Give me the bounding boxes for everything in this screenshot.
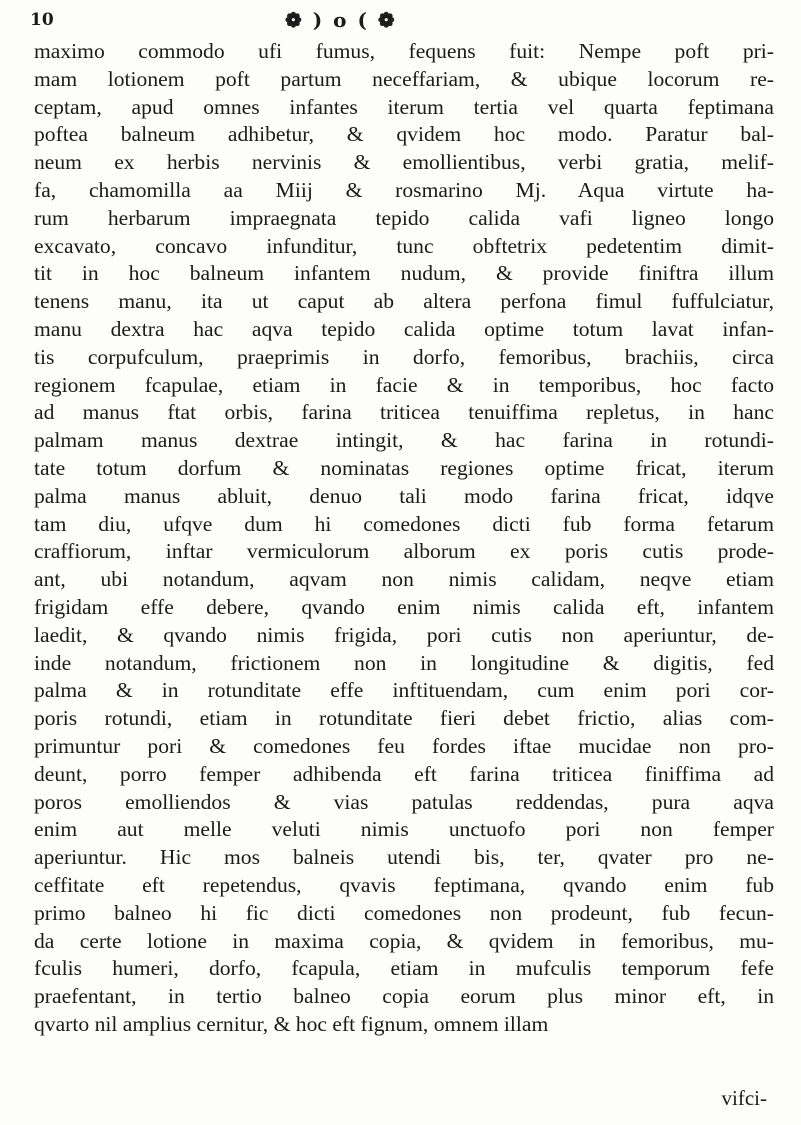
text-line: primuntur pori & comedones feu fordes iftae mucidae non pro-: [34, 733, 774, 758]
text-line: craffiorum, inftar vermiculorum alborum ex poris cutis prode-: [34, 539, 774, 564]
text-line: qvarto nil amplius cernitur, & hoc eft fignum, omnem illam: [34, 1011, 549, 1036]
text-line: maximo commodo ufi fumus, fequens fuit: Nempe poft pri-: [34, 39, 774, 63]
text-line: mam lotionem poft partum neceffariam, & ubique locorum re-: [34, 66, 774, 91]
text-line: laedit, & qvando nimis frigida, pori cutis non aperiuntur, de-: [34, 622, 774, 647]
text-line: regionem fcapulae, etiam in facie & in temporibus, hoc facto: [34, 372, 774, 397]
text-line: ceptam, apud omnes infantes iterum tertia vel quarta feptimana: [34, 94, 774, 119]
text-line: enim aut melle veluti nimis unctuofo pori non femper: [34, 817, 774, 842]
text-line: palmam manus dextrae intingit, & hac farina in rotundi-: [34, 428, 774, 453]
text-line: fa, chamomilla aa Miij & rosmarino Mj. Aqua virtute ha-: [34, 177, 774, 202]
text-line: praefentant, in tertio balneo copia eorum plus minor eft, in: [34, 984, 774, 1009]
text-line: ceffitate eft repetendus, qvavis feptimana, qvando enim fub: [34, 872, 774, 897]
text-line: tis corpufculum, praeprimis in dorfo, femoribus, brachiis, circa: [34, 344, 774, 369]
text-line: tate totum dorfum & nominatas regiones optime fricat, iterum: [34, 455, 774, 480]
body-text: [34, 38, 774, 1039]
text-line: primo balneo hi fic dicti comedones non prodeunt, fub fecun-: [34, 900, 774, 925]
text-line: ad manus ftat orbis, farina triticea tenuiffima repletus, in hanc: [34, 400, 774, 425]
page-number: 10: [30, 10, 54, 30]
text-line: excavato, concavo infunditur, tunc obftetrix pedetentim dimit-: [34, 233, 774, 258]
text-line: aperiuntur. Hic mos balneis utendi bis, ter, qvater pro ne-: [34, 845, 774, 870]
text-line: rum herbarum impraegnata tepido calida vafi ligneo longo: [34, 205, 774, 230]
text-line: manu dextra hac aqva tepido calida optime totum lavat infan-: [34, 316, 774, 341]
text-line: tam diu, ufqve dum hi comedones dicti fub forma fetarum: [34, 511, 774, 536]
page-header: [0, 8, 801, 32]
text-line: poftea balneum adhibetur, & qvidem hoc modo. Paratur bal-: [34, 122, 774, 147]
text-line: tenens manu, ita ut caput ab altera perfona fimul fuffulciatur,: [34, 289, 774, 314]
text-line: palma & in rotunditate effe inftituendam, cum enim pori cor-: [34, 678, 774, 703]
text-line: deunt, porro femper adhibenda eft farina triticea finiffima ad: [34, 761, 774, 786]
text-line: inde notandum, frictionem non in longitudine & digitis, fed: [34, 650, 774, 675]
catchword: vifci-: [721, 1086, 767, 1110]
text-line: fculis humeri, dorfo, fcapula, etiam in mufculis temporum fefe: [34, 956, 774, 981]
text-line: palma manus abluit, denuo tali modo farina fricat, idqve: [34, 483, 774, 508]
text-line: neum ex herbis nervinis & emollientibus, verbi gratia, melif-: [34, 150, 774, 175]
text-line: ant, ubi notandum, aqvam non nimis calidam, neqve etiam: [34, 567, 774, 592]
text-line: poros emolliendos & vias patulas reddendas, pura aqva: [34, 789, 774, 814]
text-line: tit in hoc balneum infantem nudum, & provide finiftra illum: [34, 261, 774, 286]
text-line: da certe lotione in maxima copia, & qvidem in femoribus, mu-: [34, 928, 774, 953]
text-line: frigidam effe debere, qvando enim nimis calida eft, infantem: [34, 594, 774, 619]
text-line: poris rotundi, etiam in rotunditate fieri debet frictio, alias com-: [34, 706, 774, 731]
running-head-ornament: ❁ ) o ( ❁: [285, 8, 397, 32]
